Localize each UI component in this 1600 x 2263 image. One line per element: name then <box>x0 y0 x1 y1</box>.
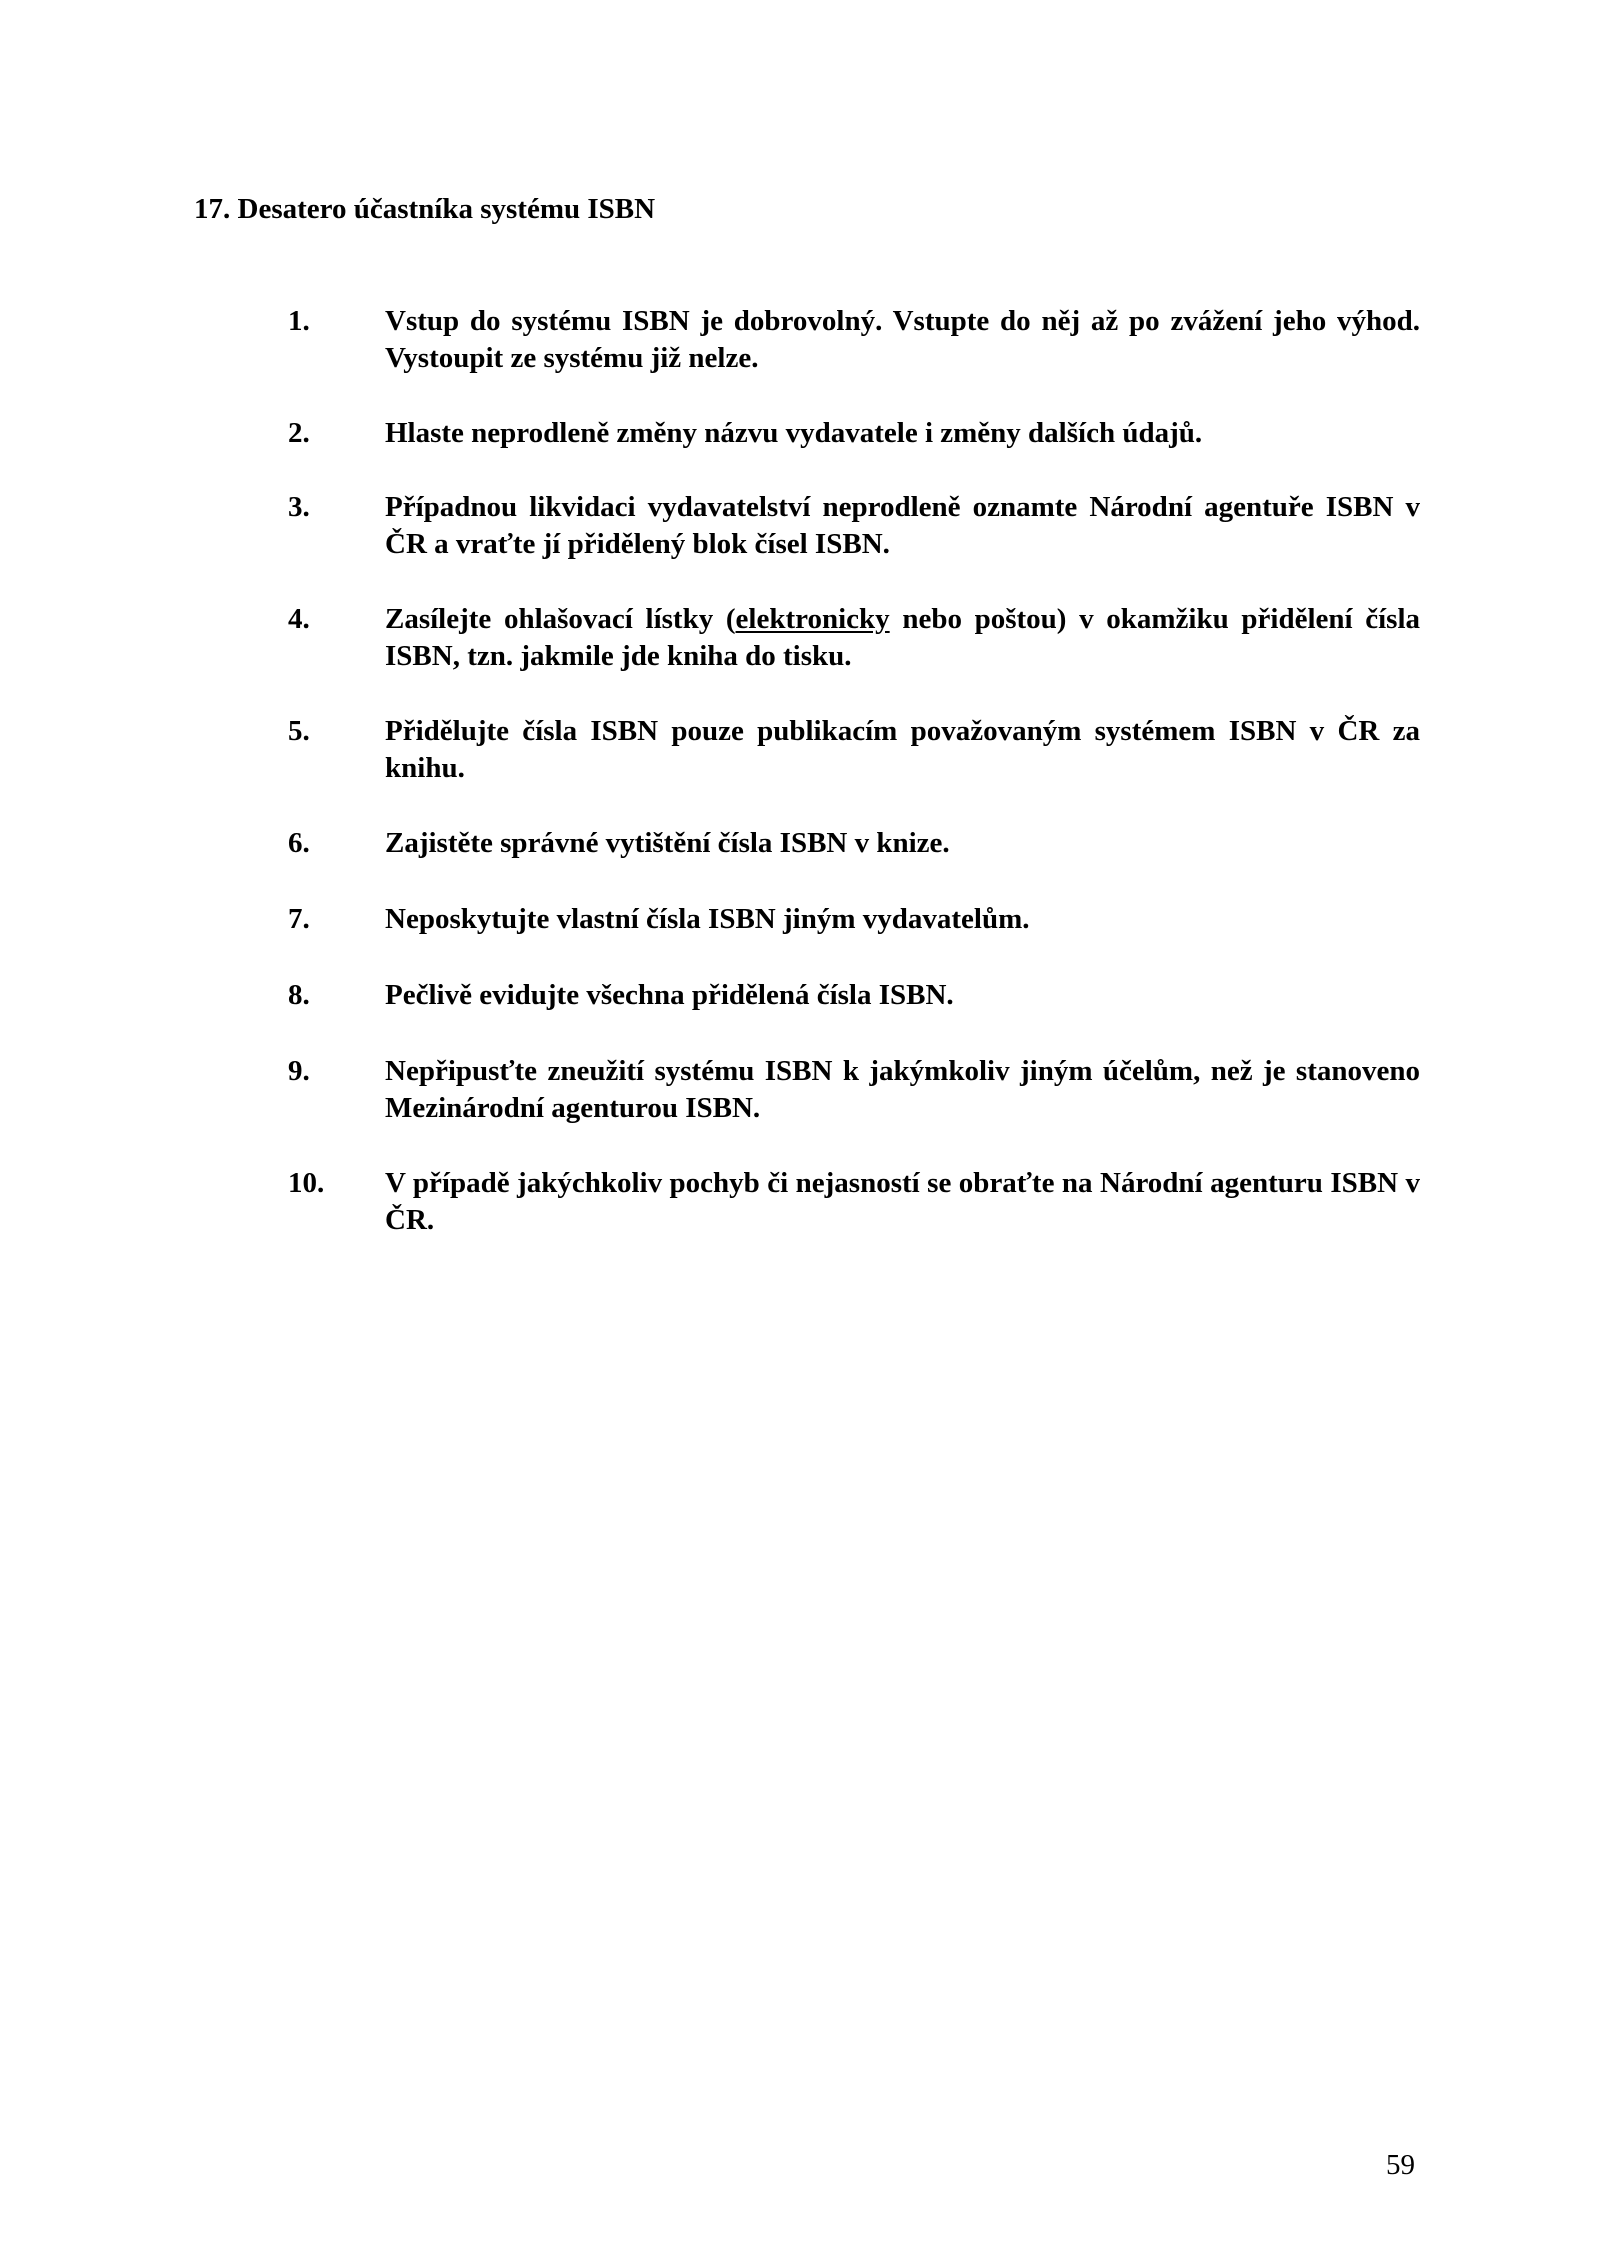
item-text: V případě jakýchkoliv pochyb či nejasností se obraťte na Národní agenturu ISBN v ČR. <box>385 1167 1420 1236</box>
item-text-before-link: Zasílejte ohlašovací lístky ( <box>385 603 736 635</box>
item-number: 3. <box>288 491 310 523</box>
item-number: 2. <box>288 417 310 449</box>
elektronicky-link[interactable]: elektronicky <box>735 603 890 635</box>
item-number: 10. <box>288 1167 325 1199</box>
item-text <box>385 601 1420 675</box>
item-text: Pečlivě evidujte všechna přidělená čísla ISBN. <box>385 979 954 1011</box>
item-number: 4. <box>288 603 310 635</box>
item-text: Případnou likvidaci vydavatelství neprodleně oznamte Národní agentuře ISBN v ČR a vraťte jí přidělený blok čísel ISBN. <box>385 491 1420 560</box>
item-number: 5. <box>288 715 310 747</box>
item-number: 6. <box>288 827 310 859</box>
item-number: 8. <box>288 979 310 1011</box>
item-number: 1. <box>288 305 310 337</box>
item-text-after-link: nebo poštou) v okamžiku přidělení čísla ISBN, tzn. jakmile jde kniha do tisku. <box>385 603 1421 672</box>
item-text: Přidělujte čísla ISBN pouze publikacím považovaným systémem ISBN v ČR za knihu. <box>385 715 1420 784</box>
section-heading: 17. Desatero účastníka systému ISBN <box>194 193 656 225</box>
item-text: Hlaste neprodleně změny názvu vydavatele i změny dalších údajů. <box>385 417 1203 449</box>
item-text: Zajistěte správné vytištění čísla ISBN v knize. <box>385 827 950 859</box>
item-text: Nepřipusťte zneužití systému ISBN k jakýmkoliv jiným účelům, než je stanoveno Mezinárodní agenturou ISBN. <box>385 1055 1420 1124</box>
item-number: 7. <box>288 903 310 935</box>
item-text: Neposkytujte vlastní čísla ISBN jiným vydavatelům. <box>385 903 1030 935</box>
item-number: 9. <box>288 1055 310 1087</box>
page-number: 59 <box>1386 2149 1415 2181</box>
item-text: Vstup do systému ISBN je dobrovolný. Vstupte do něj až po zvážení jeho výhod. Vystoupit ze systému již nelze. <box>385 305 1420 374</box>
